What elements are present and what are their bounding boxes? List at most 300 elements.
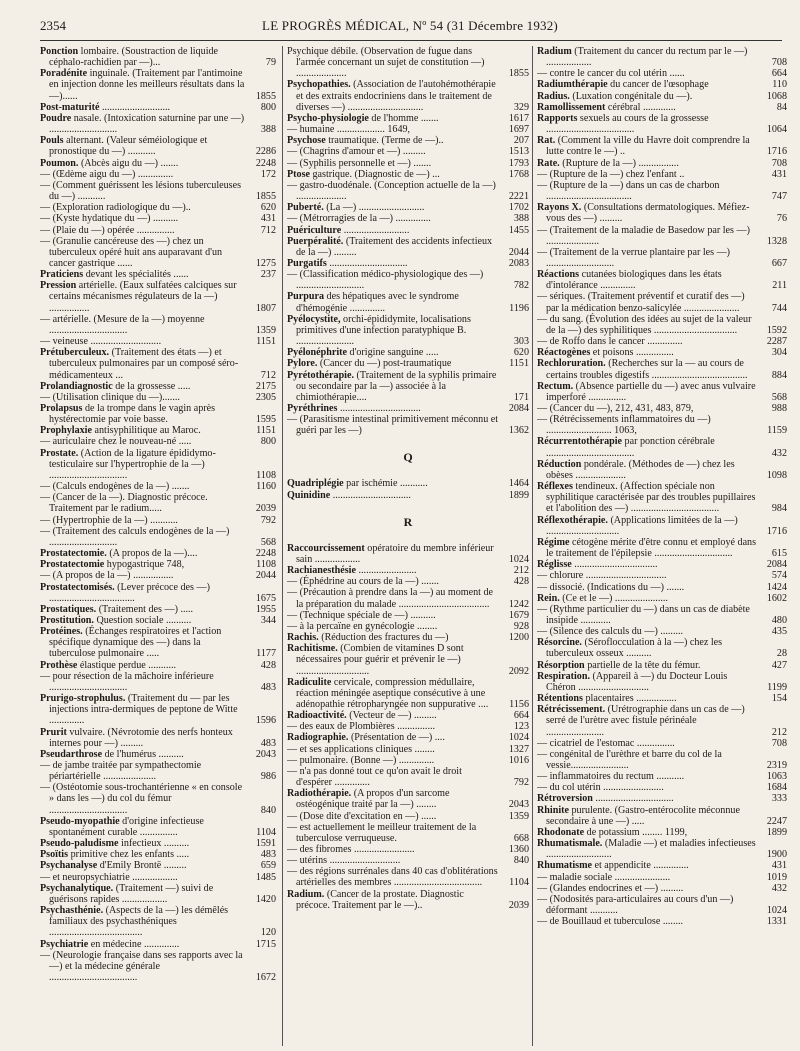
entry-text (537, 202, 787, 224)
entry-description: — congénital de l'urèthre et barre du col de la vessie....................... (537, 748, 722, 771)
entry-term: Rhumatisme (537, 860, 592, 872)
entry-text (537, 68, 787, 79)
entry-description: (Cancer de la prostate. Diagnostic précoce. Traitement par le —).. (296, 888, 464, 911)
entry-term: Pseudo-paludisme (40, 838, 119, 850)
entry-description: — (Dose dite d'excitation en —) ...... (287, 810, 437, 822)
entry-text (287, 403, 529, 414)
entry-text (537, 537, 787, 559)
index-entry (287, 732, 529, 743)
entry-text (40, 425, 276, 436)
entry-term: Rapports (537, 112, 578, 124)
page-reference: 79 (265, 57, 276, 69)
page-reference: 2084 (766, 559, 787, 571)
page-reference: 2043 (255, 748, 276, 760)
page-reference: 2083 (508, 257, 529, 269)
entry-term: Psychasthénie. (40, 905, 104, 917)
index-entry (287, 158, 529, 169)
page-reference: 1159 (767, 425, 787, 437)
page-reference: 1455 (508, 224, 529, 236)
index-entry (537, 102, 787, 113)
entry-term: Pyrétothérapie. (287, 369, 354, 381)
entry-description: purulente. (Gastro-entérocolite méconnue secondaire à une —) ..... (546, 804, 740, 827)
entry-text (287, 643, 529, 676)
entry-text (40, 838, 276, 849)
index-entry (537, 838, 787, 860)
entry-description: (Traitement de la syphilis primaire ou secondaire par la —) associée à la chimiothérapie.... (296, 369, 497, 403)
entry-text (40, 381, 276, 392)
entry-description: — (Kyste hydatique du —) .......... (40, 213, 179, 225)
index-entry (537, 358, 787, 380)
page-reference: 2286 (255, 146, 276, 158)
entry-text (40, 816, 276, 838)
entry-text (40, 939, 276, 950)
entry-description: — (Utilisation clinique du —)....... (40, 391, 180, 403)
page-reference: 2175 (255, 380, 276, 392)
entry-description: — (Glandes endocrines et —) ......... (537, 882, 684, 894)
entry-description: (Traitement —) suivi de guérisons rapides .................. (49, 882, 214, 905)
page-reference: 388 (513, 213, 529, 225)
entry-description: — sériques. (Traitement préventif et curatif des —) par la médication benzo-salicylée ...................... (537, 291, 745, 314)
page-reference: 1955 (255, 603, 276, 615)
page-reference: 1702 (508, 202, 529, 214)
page-reference: 2044 (508, 246, 529, 258)
entry-description: d'origine infectieuse spontanément curable ............... (49, 815, 204, 838)
page-reference: 668 (513, 832, 529, 844)
entry-description: (Urétrographie dans un cas de —) serré de l'urètre avec fistule périnéale ....................... (546, 704, 745, 738)
entry-description: — de Roffo dans le cancer .............. (537, 336, 683, 348)
entry-text (287, 46, 529, 79)
entry-description: — pour résection de la mâchoire inférieure ............................... (40, 670, 214, 693)
page-reference: 431 (771, 860, 787, 872)
index-entry (287, 213, 529, 224)
index-entry (40, 135, 276, 157)
page-reference: 2084 (508, 403, 529, 414)
entry-text (40, 492, 276, 514)
index-entry (537, 704, 787, 737)
index-entry (287, 643, 529, 676)
entry-term: Réflexothérapie. (537, 514, 608, 526)
entry-term: Rétentions (537, 693, 583, 705)
page-reference: 1024 (508, 553, 529, 565)
entry-text (40, 626, 276, 659)
page-reference: 840 (260, 804, 276, 816)
entry-text (287, 710, 529, 721)
entry-description: (Combien de vitamines D sont nécessaires pour guérir et prévenir le —) ............................. (296, 643, 464, 677)
entry-text (537, 582, 787, 593)
index-entry (537, 582, 787, 593)
entry-term: Réflexes (537, 481, 573, 493)
entry-description: d'Emily Brontë ......... (97, 860, 187, 872)
entry-description: ........................... (99, 101, 171, 113)
entry-text (40, 347, 276, 380)
entry-term: Pylore. (287, 358, 318, 370)
page-reference: 427 (771, 659, 787, 671)
index-entry (537, 180, 787, 202)
entry-description: (Traitement des accidents infectieux de la —) ......... (296, 235, 493, 258)
entry-text (537, 883, 787, 894)
entry-description: orchi-épididymite, localisations primitives d'une infection paratyphique B. ....................... (296, 313, 471, 348)
page-reference: 1672 (255, 971, 276, 983)
entry-text (40, 760, 276, 782)
entry-description: — n'a pas donné tout ce qu'on avait le droit d'espérer .............. (287, 765, 462, 789)
index-entry (537, 459, 787, 481)
index-entry (537, 381, 787, 403)
entry-text (40, 860, 276, 871)
entry-description: de l'homme ....... (368, 112, 439, 124)
index-entry (537, 872, 787, 883)
entry-text (537, 604, 787, 626)
index-entry (287, 844, 529, 855)
index-entry (537, 347, 787, 358)
entry-term: Radium. (287, 888, 325, 900)
index-entry (40, 314, 276, 336)
entry-text (287, 124, 529, 135)
entry-text (40, 727, 276, 749)
index-entry (40, 838, 276, 849)
page-reference: 2039 (255, 503, 276, 515)
entry-text (287, 788, 529, 810)
entry-text (287, 543, 529, 565)
entry-text (40, 169, 276, 180)
index-entry (40, 102, 276, 113)
index-entry (287, 811, 529, 822)
entry-description: devant les spécialités ...... (83, 269, 189, 281)
page-reference: 1855 (508, 68, 529, 80)
entry-description: — (Technique spéciale de —) .......... (287, 609, 436, 621)
entry-text (537, 358, 787, 380)
index-entry (40, 559, 276, 570)
entry-description: par ischémie ........... (343, 478, 428, 490)
index-entry (40, 950, 276, 983)
entry-term: Rectum. (537, 380, 574, 392)
entry-description: — artérielle. (Mesure de la —) moyenne ............................... (40, 313, 205, 336)
index-entry (40, 381, 276, 392)
index-entry (537, 604, 787, 626)
entry-description: en médecine .............. (88, 938, 180, 950)
page-reference: 840 (513, 855, 529, 867)
entry-description: (Applications limitées de la —) ............................. (546, 514, 738, 537)
entry-description: de la grossesse ..... (112, 380, 191, 392)
index-entry (40, 883, 276, 905)
entry-description: de la trompe dans le vagin après hystérectomie par voie basse. (49, 403, 216, 426)
entry-term: Protéines. (40, 626, 83, 638)
entry-term: Rétrécissement. (537, 704, 606, 716)
entry-term: Radiculite (287, 676, 332, 688)
index-entry (287, 370, 529, 403)
index-entry (287, 358, 529, 369)
index-entry (287, 710, 529, 721)
page-reference: 1807 (255, 302, 276, 314)
index-entry (287, 677, 529, 710)
page-reference: 2319 (766, 760, 787, 771)
entry-term: Raccourcissement (287, 542, 365, 554)
index-entry (537, 916, 787, 927)
index-entry (287, 135, 529, 146)
entry-description: — gastro-duodénale. (Conception actuelle de la —) .................... (287, 179, 496, 203)
index-entry (287, 788, 529, 810)
page-reference: 154 (771, 693, 787, 705)
entry-description: — (Silence des calculs du —) ......... (537, 626, 684, 638)
entry-description: — (Métrorragies de la —) .............. (287, 213, 431, 225)
index-entry (40, 392, 276, 403)
page-reference: 2039 (508, 899, 529, 911)
index-entry (287, 632, 529, 643)
entry-term: Ponction (40, 46, 79, 57)
entry-description: — du col utérin ........................ (537, 782, 664, 794)
page-reference: 2247 (766, 815, 787, 827)
entry-term: Prurigo-strophulus. (40, 693, 126, 705)
page-reference: 432 (771, 882, 787, 894)
entry-description: (Aspects de la —) les démêlés familiaux des psychasthéniques ..................................... (49, 905, 229, 939)
page-reference: 1151 (509, 358, 529, 370)
index-entry (537, 247, 787, 269)
page-reference: 708 (771, 157, 787, 169)
page-reference: 708 (771, 57, 787, 69)
page-reference: 428 (513, 576, 529, 588)
page-reference: 1156 (509, 698, 529, 710)
entry-description: tendineux. (Affection spéciale non syphilitique caractérisée par des troubles pupillaires et l'abolition des —) ................................... (546, 481, 756, 515)
entry-text (537, 403, 787, 414)
entry-description: — (Traitement de la verrue plantaire par les —) ........................... (537, 246, 731, 269)
entry-text (287, 721, 529, 732)
entry-term: Rayons X. (537, 202, 582, 214)
entry-description: — pulmonaire. (Bonne —) .............. (287, 754, 435, 766)
index-entry (287, 744, 529, 755)
section-letter-q: Q (403, 450, 413, 465)
entry-text (287, 610, 529, 621)
entry-text (40, 693, 276, 726)
page-reference: 1899 (766, 826, 787, 838)
entry-text (537, 637, 787, 659)
entry-description: élastique perdue ........... (77, 659, 177, 671)
page-reference: 1108 (256, 469, 276, 481)
entry-term: Puerpéralité. (287, 235, 344, 247)
entry-term: Rechloruration. (537, 358, 606, 370)
page-reference: 76 (776, 213, 787, 225)
entry-text (287, 258, 529, 269)
entry-text (537, 158, 787, 169)
entry-description: (Présentation de —) .... (348, 732, 445, 744)
index-entry (537, 314, 787, 336)
section-letter-r: R (403, 514, 413, 529)
entry-description: (Traitement du — par les injections intra-dermiques de peptone de Witte .............. (49, 693, 238, 727)
entry-description: — (Rétrécissements inflammatoires du —) .......................... 1063, (537, 414, 711, 437)
index-entry (537, 269, 787, 291)
entry-description: — (Éphédrine au cours de la —) ....... (287, 576, 439, 588)
index-entry (40, 236, 276, 269)
entry-text (40, 392, 276, 403)
page-reference: 483 (260, 849, 276, 861)
page-header (40, 18, 780, 36)
page-reference: 329 (513, 101, 529, 113)
entry-term: Réglisse (537, 559, 572, 571)
index-entry (537, 515, 787, 537)
entry-description: — humaine ................... 1649, (287, 124, 411, 136)
page-reference: 1595 (255, 414, 276, 426)
entry-description: — veineuse ............................ (40, 336, 162, 348)
page-reference: 2044 (255, 570, 276, 582)
entry-term: Ptose (287, 168, 310, 180)
index-entry (287, 576, 529, 587)
index-entry (40, 213, 276, 224)
index-entry (537, 537, 787, 559)
page-reference: 388 (260, 124, 276, 136)
page-reference: 1359 (508, 810, 529, 822)
index-entry (537, 202, 787, 224)
entry-text (287, 169, 529, 180)
page-reference: 1160 (256, 481, 276, 493)
entry-term: Rein. (537, 592, 560, 604)
entry-text (287, 358, 529, 369)
entry-description: — à la percaïne en gynécologie ........ (287, 620, 438, 632)
entry-text (287, 314, 529, 347)
entry-term: Prolandiagnostic (40, 380, 113, 392)
page-reference: 1697 (508, 124, 529, 136)
entry-description: — cicatriel de l'estomac ............... (537, 737, 675, 749)
entry-description: — utérins ............................ (287, 855, 401, 867)
page-reference: 1602 (766, 592, 787, 604)
entry-description: — (Traitement de la maladie de Basedow par les —) ..................... (537, 224, 750, 247)
page-reference: 2248 (255, 157, 276, 169)
index-entry (537, 805, 787, 827)
entry-description: gastrique. (Diagnostic de —) ... (309, 168, 440, 180)
index-entry (537, 749, 787, 771)
entry-text (287, 236, 529, 258)
journal-title: LE PROGRÈS MÉDICAL, Nº 54 (31 Décembre 1932) (262, 18, 558, 33)
index-entry (40, 269, 276, 280)
entry-description: opératoire du membre inférieur sain .................. (296, 542, 494, 565)
index-entry (40, 939, 276, 950)
entry-text (537, 704, 787, 737)
page-reference: 1016 (508, 754, 529, 766)
entry-description: cétogène mérite d'être connu et employé dans le traitement de l'épilepsie ............................... (546, 536, 757, 560)
page-reference: 712 (260, 369, 276, 381)
index-entry (40, 515, 276, 526)
page-reference: 800 (260, 436, 276, 448)
entry-description: hypogastrique 748, (104, 559, 185, 571)
page-reference: 1684 (766, 782, 787, 794)
entry-text (40, 68, 276, 101)
page-reference: 1855 (255, 191, 276, 203)
index-entry (287, 565, 529, 576)
index-entry (40, 336, 276, 347)
entry-term: Rhodonate (537, 826, 585, 838)
index-entry (287, 269, 529, 291)
page-reference: 659 (260, 860, 276, 872)
entry-description: (Recherches sur la — au cours de certains troubles digestifs ...................................... (546, 358, 748, 381)
index-entry (40, 749, 276, 760)
entry-text (537, 793, 787, 804)
page-reference: 1068 (766, 90, 787, 102)
entry-text (40, 481, 276, 492)
entry-text (537, 894, 787, 916)
entry-term: Prostatectomie. (40, 548, 107, 560)
index-entry (537, 68, 787, 79)
entry-description: sexuels au cours de la grossesse ................................... (546, 112, 709, 136)
entry-description: nasale. (Intoxication saturnine par une —) ........................... (49, 112, 245, 136)
entry-description: lombaire. (Soustraction de liquide céphalo-rachidien par —)... (49, 46, 219, 69)
entry-description: Psychique débile. (Observation de fugue dans l'armée concernant un sujet de constitution —) .................... (287, 46, 485, 80)
entry-text (287, 146, 529, 157)
index-entry (40, 113, 276, 135)
entry-text (537, 169, 787, 180)
index-entry (537, 158, 787, 169)
entry-text (537, 180, 787, 202)
entry-term: Résorcine. (537, 637, 582, 649)
page-reference: 1199 (767, 681, 787, 693)
entry-description: — (Syphilis personnelle et —) ....... (287, 157, 432, 169)
index-entry (40, 448, 276, 481)
index-entry (537, 414, 787, 436)
entry-description: — (Exploration radiologique du —).. (40, 202, 191, 214)
entry-description: ................................ (337, 403, 421, 414)
index-entry (40, 225, 276, 236)
entry-description: antisyphilitique au Maroc. (91, 425, 201, 437)
column-divider (282, 46, 283, 1046)
page-reference: 1108 (256, 559, 276, 571)
entry-term: Rate. (537, 157, 560, 169)
entry-text (40, 559, 276, 570)
entry-description: (Comment la ville du Havre doit comprendre la lutte contre le —) .. (546, 135, 750, 158)
index-entry (537, 793, 787, 804)
entry-term: Pyélocystite, (287, 313, 341, 325)
page-reference: 747 (771, 191, 787, 203)
entry-description: et poisons ............... (590, 347, 674, 359)
index-entry (537, 860, 787, 871)
entry-description: traumatique. (Terme de —).. (325, 135, 444, 147)
entry-text (537, 347, 787, 358)
entry-description: — des régions surrénales dans 40 cas d'oblitérations artérielles des membres ................................... (287, 866, 498, 889)
index-entry (287, 79, 529, 112)
entry-term: Psychopathies. (287, 79, 351, 91)
entry-text (40, 269, 276, 280)
index-entry (287, 587, 529, 609)
index-entry (40, 615, 276, 626)
entry-text (40, 436, 276, 447)
page-reference: 1242 (508, 598, 529, 610)
entry-text (40, 225, 276, 236)
page-reference: 568 (771, 391, 787, 403)
page-reference: 620 (513, 347, 529, 359)
page-reference: 1098 (766, 469, 787, 481)
page-reference: 1275 (255, 257, 276, 269)
page-reference: 432 (771, 447, 787, 459)
page-reference: 1675 (255, 592, 276, 604)
index-entry (287, 414, 529, 436)
entry-description: — et neuropsychiatrie .................. (40, 871, 178, 883)
entry-description: infectieux .......... (118, 838, 190, 850)
entry-description: ................................. (571, 559, 658, 571)
page-reference: 304 (771, 347, 787, 359)
index-entry (40, 169, 276, 180)
entry-description: (Échanges respiratoires et l'action spécifique dynamique des —) dans la tuberculose pulmonaire ..... (49, 626, 222, 660)
entry-description: (Lever précoce des —) .................................. (49, 581, 210, 604)
entry-text (537, 381, 787, 403)
page-reference: 928 (513, 620, 529, 632)
index-entry (40, 782, 276, 815)
entry-text (537, 693, 787, 704)
page-reference: 120 (260, 927, 276, 939)
index-entry (537, 626, 787, 637)
entry-text (537, 782, 787, 793)
page-reference: 303 (513, 336, 529, 348)
page-reference: 1855 (255, 90, 276, 102)
entry-description: — chlorure ................................ (537, 570, 667, 582)
index-entry (287, 755, 529, 766)
index-entry (40, 872, 276, 883)
entry-description: (Traitement des —) ..... (96, 603, 194, 615)
index-entry (40, 481, 276, 492)
